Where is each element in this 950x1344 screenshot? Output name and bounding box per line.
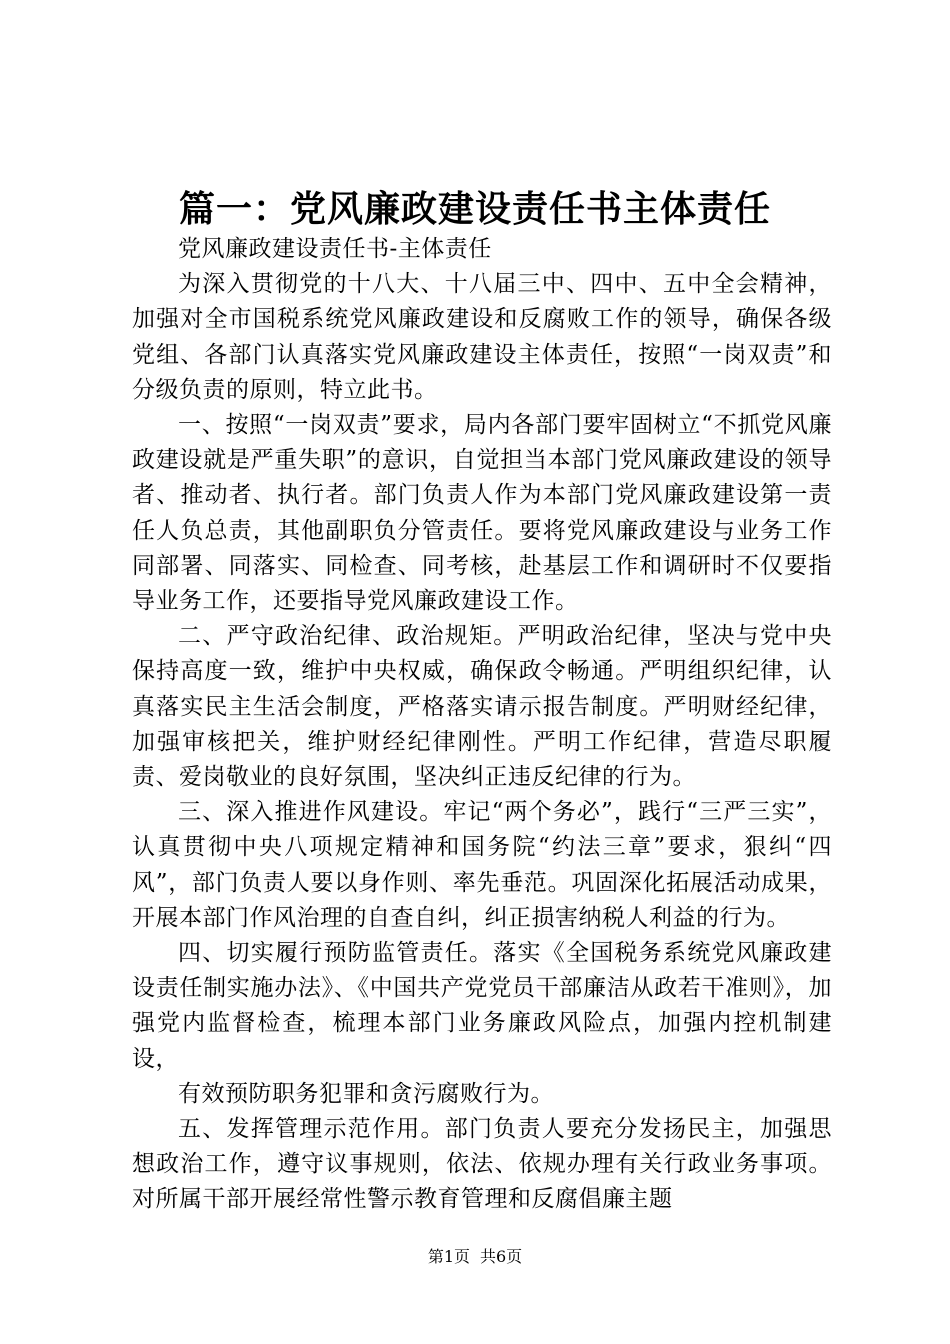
paragraph-section-1: 一、按照“一岗双责”要求，局内各部门要牢固树立“不抓党风廉政建设就是严重失职”的意识，自觉担当本部门党风廉政建设的领导者、推动者、执行者。部门负责人作为本部门党风廉政建设第一责任人负总责，其他副职负分管责任。要将党风廉政建设与业务工作同部署、同落实、同检查、同考核，赴基层工作和调研时不仅要指导业务工作，还要指导党风廉政建设工作。 [132,412,832,615]
paragraph-subtitle: 党风廉政建设责任书-主体责任 [178,236,492,262]
document-body [132,232,832,1218]
paragraph-intro: 为深入贯彻党的十八大、十八届三中、四中、五中全会精神，加强对全市国税系统党风廉政建设和反腐败工作的领导，确保各级党组、各部门认真落实党风廉政建设主体责任，按照“一岗双责”和分级负责的原则，特立此书。 [132,271,832,403]
paragraph-section-4: 四、切实履行预防监管责任。落实《全国税务系统党风廉政建设责任制实施办法》、《中国共产党党员干部廉洁从政若干准则》，加强党内监督检查，梳理本部门业务廉政风险点，加强内控机制建设， [132,940,832,1072]
page-number-total: 共6页 [480,1247,523,1266]
paragraph-section-4-continued: 有效预防职务犯罪和贪污腐败行为。 [178,1080,554,1107]
page-number-current: 第1页 [427,1247,470,1266]
paragraph-section-5: 五、发挥管理示范作用。部门负责人要充分发扬民主，加强思想政治工作，遵守议事规则，依法、依规办理有关行政业务事项。对所属干部开展经常性警示教育管理和反腐倡廉主题 [132,1116,832,1213]
page-footer [0,1246,950,1268]
paragraph-section-3: 三、深入推进作风建设。牢记“两个务必”，践行“三严三实”，认真贯彻中央八项规定精神和国务院“约法三章”要求，狠纠“四风”，部门负责人要以身作则、率先垂范。巩固深化拓展活动成果，开展本部门作风治理的自查自纠，纠正损害纳税人利益的行为。 [132,799,832,931]
paragraph-section-2: 二、严守政治纪律、政治规矩。严明政治纪律，坚决与党中央保持高度一致，维护中央权威，确保政令畅通。严明组织纪律，认真落实民主生活会制度，严格落实请示报告制度。严明财经纪律，加强审核把关，维护财经纪律刚性。严明工作纪律，营造尽职履责、爱岗敬业的良好氛围，坚决纠正违反纪律的行为。 [132,623,832,791]
document-title: 篇一：党风廉政建设责任书主体责任 [178,188,771,230]
